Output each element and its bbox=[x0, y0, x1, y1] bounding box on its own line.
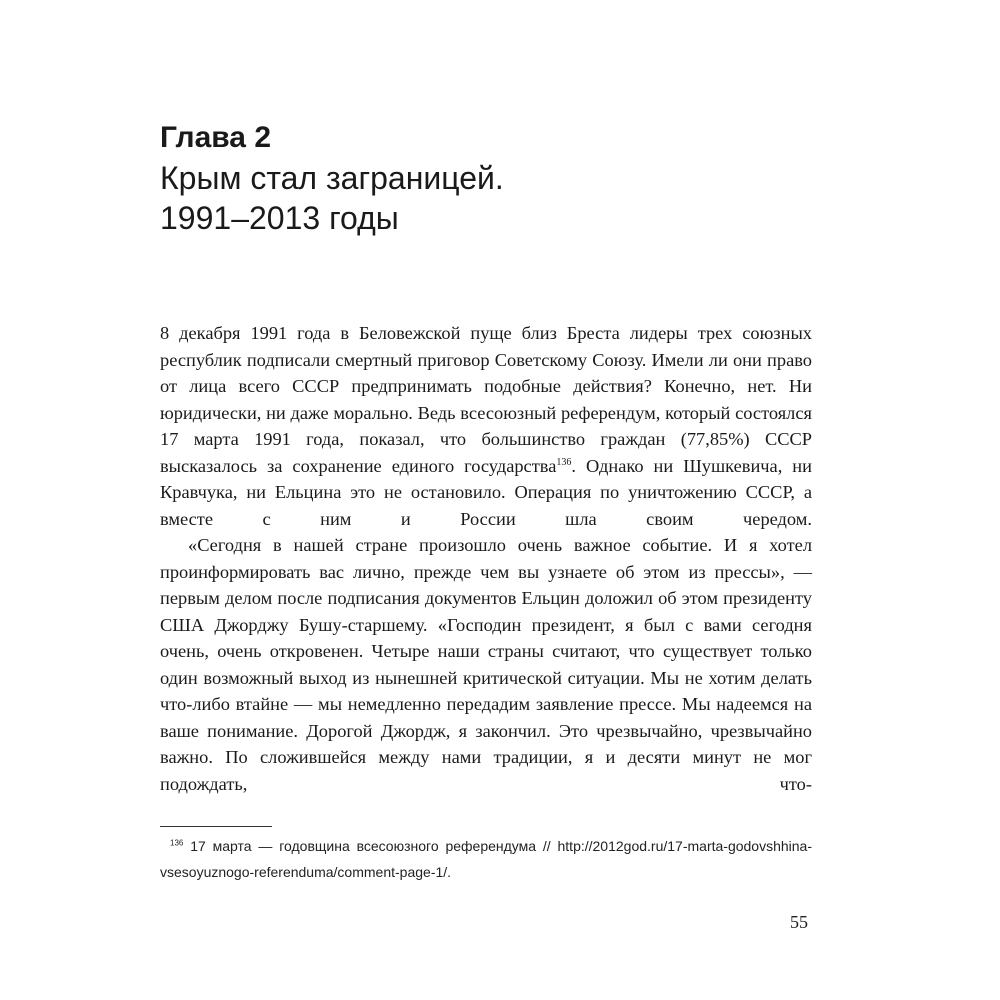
footnote-number: 136 bbox=[170, 838, 184, 848]
paragraph-1 bbox=[160, 320, 812, 532]
paragraph-1-part-b: . Однако ни Шушкевича, ни Кравчука, ни Ельцина это не остановило. Операция по уничтожению СССР, а вместе с ним и России шла своим чередом. bbox=[160, 455, 812, 529]
paragraph-1-part-a: 8 декабря 1991 года в Беловежской пуще близ Бреста лидеры трех союзных республик подписали смертный приговор Советскому Союзу. Имели ли они право от лица всего СССР предпринимать подобные действия? Конечно, нет. Ни юридически, ни даже морально. Ведь всесоюзный референдум, который состоялся 17 марта 1991 года, показал, что большинство граждан (77,85%) СССР высказалось за сохранение единого государства bbox=[160, 323, 812, 476]
footnote-divider bbox=[160, 826, 272, 827]
page-number: 55 bbox=[790, 912, 808, 932]
paragraph-2: «Сегодня в нашей стране произошло очень важное событие. И я хотел проинформировать вас лично, прежде чем вы узнаете об этом из прессы», — первым делом после подписания документов Ельцин доложил об этом президенту США Джорджу Бушу-старшему. «Господин президент, я был с вами сегодня очень, очень откровенен. Четыре наши страны считают, что существует только один возможный выход из нынешней критической ситуации. Мы не хотим делать что-либо втайне — мы немедленно передадим заявление прессе. Мы надеемся на ваше понимание. Дорогой Джордж, я закончил. Это чрезвычайно, чрезвычайно важно. По сложившейся между нами традиции, я и десяти минут не мог подождать, что- bbox=[160, 535, 812, 794]
chapter-title-line-2: 1991–2013 годы bbox=[160, 200, 399, 236]
chapter-heading bbox=[160, 118, 504, 238]
footnote-reference[interactable]: 136 bbox=[556, 456, 572, 468]
body-text bbox=[160, 320, 812, 797]
footnote bbox=[160, 833, 812, 885]
footnote-text: 17 марта — годовщина всесоюзного референдума // http://2012god.ru/17-marta-godovshhina-vsesoyuznogo-referenduma/comment-page-1/. bbox=[160, 838, 812, 880]
chapter-label: Глава 2 bbox=[160, 121, 272, 154]
chapter-title-line-1: Крым стал заграницей. bbox=[160, 160, 504, 196]
